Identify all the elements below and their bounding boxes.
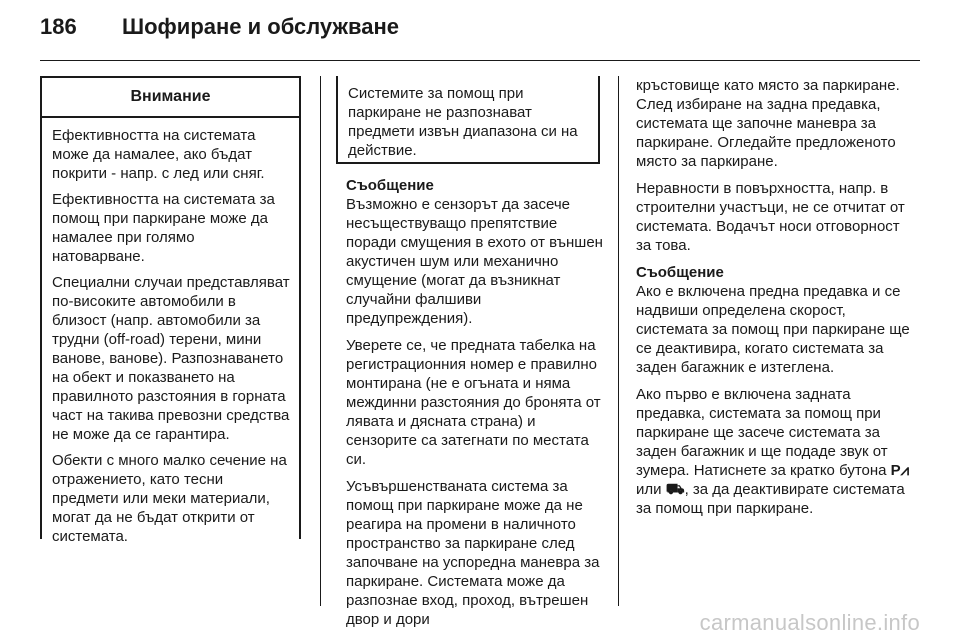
- warning-title: Внимание: [42, 78, 299, 118]
- warning-paragraph: Ефективността на системата за помощ при паркиране може да намалее при голямо натоварване.: [52, 191, 275, 265]
- warning-body: [42, 118, 299, 546]
- note: [636, 263, 918, 377]
- note: [346, 176, 604, 328]
- paragraph-text: или: [636, 481, 662, 498]
- rear-carrier-button-icon: ⛟: [665, 481, 685, 498]
- chapter-title: Шофиране и обслужване: [122, 14, 400, 39]
- paragraph: Усъвършенстваната система за помощ при паркиране може да не реагира на промени в наличното пространство за паркиране след започване на успоредна маневра за паркиране. Системата може да разпознае вход, проход, вътрешен двор и дори: [346, 478, 600, 628]
- note-label: Съобщение: [636, 264, 724, 281]
- column-divider-2: [618, 76, 619, 606]
- warning-box: [40, 76, 301, 545]
- paragraph: Уверете се, че предната табелка на регистрационния номер е правилно монтирана (не е огъната и няма междинни разстояния до бронята от лявата и дясната страна) и сензорите са затегнати по местата си.: [346, 337, 601, 468]
- header-rule: [40, 60, 920, 61]
- paragraph-text: , за да деактивирате системата за помощ при паркиране.: [636, 481, 905, 517]
- warning-box-continued: [336, 76, 600, 164]
- warning-paragraph: Ефективността на системата може да намалее, ако бъдат покрити - напр. с лед или сняг.: [52, 127, 265, 182]
- warning-paragraph: Обекти с много малко сечение на отражението, като тесни предмети или меки материали, могат да не бъдат открити от системата.: [52, 452, 287, 545]
- column-divider-1: [320, 76, 321, 606]
- note-text: Възможно е сензорът да засече несъществуващо препятствие поради смущения в ехото от външен акустичен шум или механично смущение (могат да възникнат случайни фалшиви предупреждения).: [346, 196, 603, 327]
- note-text: Ако е включена предна предавка и се надвиши определена скорост, системата за помощ при паркиране ще се деактивира, когато системата за заден багажник е изтеглена.: [636, 283, 910, 376]
- paragraph: Неравности в повърхността, напр. в строителни участъци, не се отчитат от системата. Водачът носи отговорност за това.: [636, 180, 905, 254]
- column-3: [636, 76, 918, 526]
- warning-continued-text: Системите за помощ при паркиране не разпознават предмети извън диапазона си на действие.: [348, 85, 578, 159]
- paragraph: кръстовище като място за паркиране. След избиране на задна предавка, системата ще започне маневра за паркиране. Огледайте предложеното място за паркиране.: [636, 77, 900, 170]
- parking-assist-button-icon: P⩘: [890, 462, 910, 479]
- page-number: 186: [40, 14, 77, 39]
- note-label: Съобщение: [346, 177, 434, 194]
- warning-paragraph: Специални случаи представляват по-високите автомобили в близост (напр. автомобили за трудни (off-road) терени, мини ванове, ванове). Разпознаването на обект и показването на правилното разстояния в горната част на такива превозни средства не може да се гарантира.: [52, 274, 290, 443]
- watermark: carmanualsonline.info: [699, 610, 920, 635]
- page-header: [40, 14, 399, 48]
- paragraph: [636, 385, 918, 518]
- paragraph-text: Ако първо е включена задната предавка, системата за помощ при паркиране ще засече системата за заден багажник и ще подаде звук от зумера. Натиснете за кратко бутона: [636, 386, 888, 479]
- column-2: [346, 176, 604, 637]
